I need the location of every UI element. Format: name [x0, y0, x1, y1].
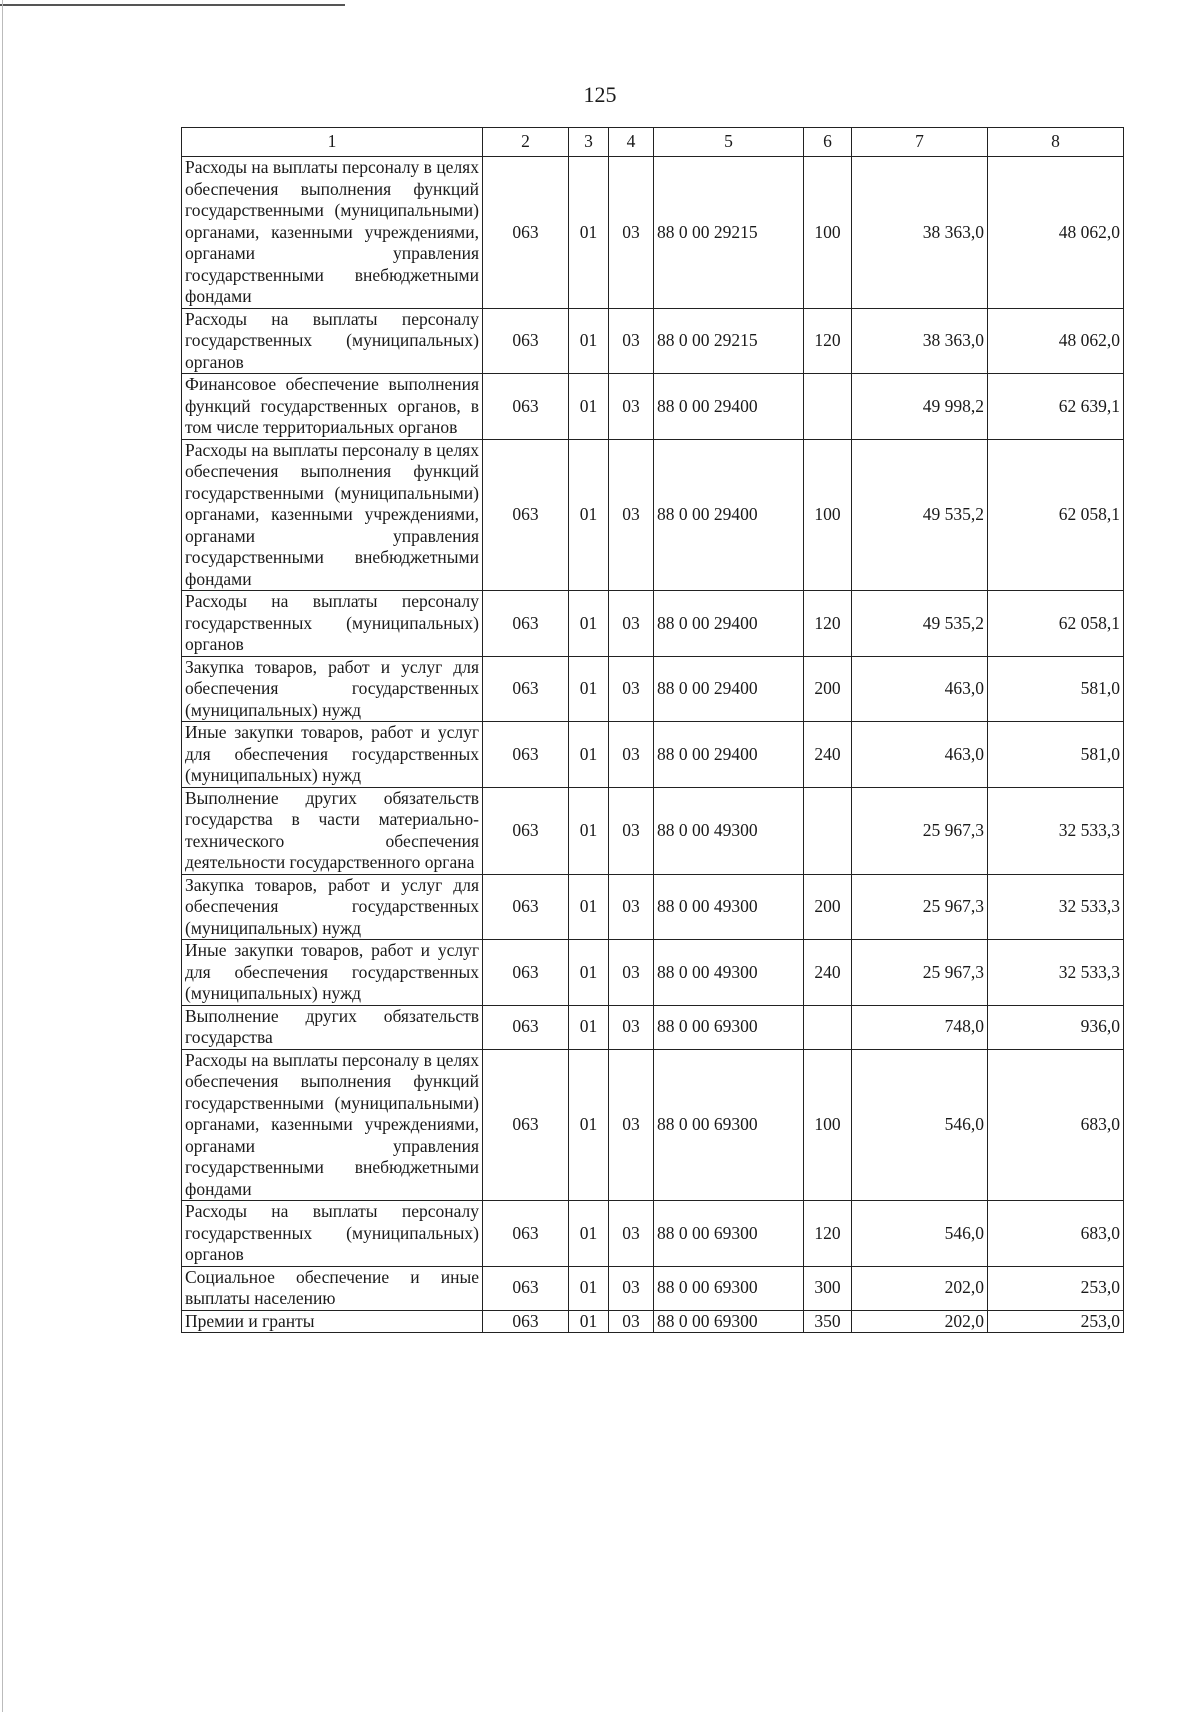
- cell-amount-year-1: 748,0: [852, 1005, 988, 1049]
- cell-section: 01: [569, 374, 609, 440]
- cell-target-article: 88 0 00 29400: [654, 374, 804, 440]
- cell-section: 01: [569, 787, 609, 874]
- cell-admin-code: 063: [483, 308, 569, 374]
- header-col-4: 4: [609, 128, 654, 157]
- cell-section: 01: [569, 157, 609, 309]
- cell-target-article: 88 0 00 69300: [654, 1005, 804, 1049]
- cell-section: 01: [569, 1005, 609, 1049]
- table-row: [182, 787, 1124, 874]
- table-row: [182, 722, 1124, 788]
- cell-admin-code: 063: [483, 874, 569, 940]
- cell-admin-code: 063: [483, 439, 569, 591]
- table-body: [182, 157, 1124, 1333]
- cell-amount-year-1: 38 363,0: [852, 308, 988, 374]
- cell-amount-year-2: 32 533,3: [988, 940, 1124, 1006]
- header-col-3: 3: [569, 128, 609, 157]
- row-description: Выполнение других обязательств государства в части материально-технического обеспечения деятельности государственного органа: [182, 787, 483, 874]
- cell-section: 01: [569, 722, 609, 788]
- cell-expense-type: 200: [804, 874, 852, 940]
- cell-amount-year-1: 25 967,3: [852, 940, 988, 1006]
- cell-amount-year-2: 683,0: [988, 1049, 1124, 1201]
- row-description: Финансовое обеспечение выполнения функций государственных органов, в том числе территориальных органов: [182, 374, 483, 440]
- cell-subsection: 03: [609, 591, 654, 657]
- cell-admin-code: 063: [483, 787, 569, 874]
- table-row: [182, 940, 1124, 1006]
- cell-amount-year-2: 62 639,1: [988, 374, 1124, 440]
- row-description: Премии и гранты: [182, 1310, 483, 1333]
- cell-admin-code: 063: [483, 591, 569, 657]
- cell-expense-type: [804, 787, 852, 874]
- table-row: [182, 439, 1124, 591]
- cell-section: 01: [569, 1266, 609, 1310]
- row-description: Расходы на выплаты персоналу государственных (муниципальных) органов: [182, 308, 483, 374]
- cell-amount-year-1: 202,0: [852, 1266, 988, 1310]
- cell-expense-type: 200: [804, 656, 852, 722]
- cell-admin-code: 063: [483, 722, 569, 788]
- cell-amount-year-2: 253,0: [988, 1310, 1124, 1333]
- cell-amount-year-2: 581,0: [988, 722, 1124, 788]
- cell-target-article: 88 0 00 69300: [654, 1310, 804, 1333]
- scan-border-left: [2, 0, 3, 1712]
- cell-admin-code: 063: [483, 940, 569, 1006]
- header-col-8: 8: [988, 128, 1124, 157]
- row-description: Выполнение других обязательств государства: [182, 1005, 483, 1049]
- cell-amount-year-1: 463,0: [852, 722, 988, 788]
- cell-expense-type: 100: [804, 439, 852, 591]
- header-row: [182, 128, 1124, 157]
- cell-subsection: 03: [609, 1266, 654, 1310]
- cell-admin-code: 063: [483, 1201, 569, 1267]
- cell-subsection: 03: [609, 722, 654, 788]
- cell-expense-type: 120: [804, 308, 852, 374]
- cell-target-article: 88 0 00 49300: [654, 787, 804, 874]
- row-description: Иные закупки товаров, работ и услуг для обеспечения государственных (муниципальных) нужд: [182, 722, 483, 788]
- cell-section: 01: [569, 874, 609, 940]
- cell-expense-type: 120: [804, 591, 852, 657]
- row-description: Расходы на выплаты персоналу в целях обеспечения выполнения функций государственными (муниципальными) органами, казенными учреждениями, органами управления государственными внебюджетными фондами: [182, 439, 483, 591]
- cell-subsection: 03: [609, 940, 654, 1006]
- table-row: [182, 591, 1124, 657]
- cell-subsection: 03: [609, 157, 654, 309]
- cell-expense-type: 350: [804, 1310, 852, 1333]
- page-number: 125: [583, 82, 617, 107]
- cell-section: 01: [569, 1201, 609, 1267]
- table-row: [182, 157, 1124, 309]
- row-description: Закупка товаров, работ и услуг для обеспечения государственных (муниципальных) нужд: [182, 656, 483, 722]
- cell-amount-year-2: 62 058,1: [988, 439, 1124, 591]
- header-col-5: 5: [654, 128, 804, 157]
- table-row: [182, 874, 1124, 940]
- cell-admin-code: 063: [483, 157, 569, 309]
- cell-target-article: 88 0 00 69300: [654, 1049, 804, 1201]
- cell-target-article: 88 0 00 29400: [654, 591, 804, 657]
- cell-amount-year-2: 32 533,3: [988, 787, 1124, 874]
- row-description: Расходы на выплаты персоналу государственных (муниципальных) органов: [182, 1201, 483, 1267]
- cell-section: 01: [569, 591, 609, 657]
- cell-admin-code: 063: [483, 374, 569, 440]
- cell-amount-year-1: 49 535,2: [852, 439, 988, 591]
- cell-amount-year-2: 581,0: [988, 656, 1124, 722]
- row-description: Расходы на выплаты персоналу в целях обеспечения выполнения функций государственными (муниципальными) органами, казенными учреждениями, органами управления государственными внебюджетными фондами: [182, 157, 483, 309]
- cell-target-article: 88 0 00 29400: [654, 656, 804, 722]
- cell-amount-year-2: 936,0: [988, 1005, 1124, 1049]
- cell-section: 01: [569, 1049, 609, 1201]
- cell-admin-code: 063: [483, 1005, 569, 1049]
- row-description: Расходы на выплаты персоналу государственных (муниципальных) органов: [182, 591, 483, 657]
- cell-target-article: 88 0 00 29215: [654, 308, 804, 374]
- table-row: [182, 308, 1124, 374]
- cell-amount-year-1: 202,0: [852, 1310, 988, 1333]
- cell-subsection: 03: [609, 308, 654, 374]
- cell-subsection: 03: [609, 874, 654, 940]
- table-row: [182, 1049, 1124, 1201]
- cell-amount-year-1: 546,0: [852, 1201, 988, 1267]
- header-col-1: 1: [182, 128, 483, 157]
- cell-target-article: 88 0 00 49300: [654, 874, 804, 940]
- cell-expense-type: [804, 374, 852, 440]
- row-description: Социальное обеспечение и иные выплаты населению: [182, 1266, 483, 1310]
- budget-table: [181, 127, 1124, 1333]
- cell-subsection: 03: [609, 1049, 654, 1201]
- cell-subsection: 03: [609, 656, 654, 722]
- cell-section: 01: [569, 439, 609, 591]
- cell-expense-type: 100: [804, 157, 852, 309]
- cell-section: 01: [569, 656, 609, 722]
- cell-target-article: 88 0 00 29400: [654, 439, 804, 591]
- row-description: Иные закупки товаров, работ и услуг для обеспечения государственных (муниципальных) нужд: [182, 940, 483, 1006]
- cell-target-article: 88 0 00 49300: [654, 940, 804, 1006]
- cell-admin-code: 063: [483, 1310, 569, 1333]
- cell-amount-year-2: 48 062,0: [988, 308, 1124, 374]
- cell-section: 01: [569, 940, 609, 1006]
- cell-section: 01: [569, 1310, 609, 1333]
- cell-target-article: 88 0 00 69300: [654, 1266, 804, 1310]
- cell-amount-year-1: 38 363,0: [852, 157, 988, 309]
- header-col-2: 2: [483, 128, 569, 157]
- cell-amount-year-2: 683,0: [988, 1201, 1124, 1267]
- cell-admin-code: 063: [483, 1266, 569, 1310]
- cell-expense-type: 100: [804, 1049, 852, 1201]
- cell-amount-year-2: 62 058,1: [988, 591, 1124, 657]
- cell-amount-year-2: 253,0: [988, 1266, 1124, 1310]
- cell-subsection: 03: [609, 374, 654, 440]
- cell-expense-type: 240: [804, 722, 852, 788]
- cell-subsection: 03: [609, 1005, 654, 1049]
- table-row: [182, 1266, 1124, 1310]
- cell-amount-year-1: 25 967,3: [852, 787, 988, 874]
- cell-subsection: 03: [609, 1201, 654, 1267]
- cell-amount-year-1: 49 535,2: [852, 591, 988, 657]
- cell-subsection: 03: [609, 439, 654, 591]
- cell-amount-year-1: 463,0: [852, 656, 988, 722]
- cell-expense-type: 300: [804, 1266, 852, 1310]
- cell-target-article: 88 0 00 29400: [654, 722, 804, 788]
- header-col-6: 6: [804, 128, 852, 157]
- cell-subsection: 03: [609, 1310, 654, 1333]
- header-col-7: 7: [852, 128, 988, 157]
- row-description: Закупка товаров, работ и услуг для обеспечения государственных (муниципальных) нужд: [182, 874, 483, 940]
- cell-amount-year-1: 49 998,2: [852, 374, 988, 440]
- cell-amount-year-2: 48 062,0: [988, 157, 1124, 309]
- cell-admin-code: 063: [483, 1049, 569, 1201]
- row-description: Расходы на выплаты персоналу в целях обеспечения выполнения функций государственными (муниципальными) органами, казенными учреждениями, органами управления государственными внебюджетными фондами: [182, 1049, 483, 1201]
- scan-border-top: [0, 4, 345, 6]
- cell-expense-type: [804, 1005, 852, 1049]
- cell-expense-type: 240: [804, 940, 852, 1006]
- cell-amount-year-1: 546,0: [852, 1049, 988, 1201]
- table-row: [182, 1201, 1124, 1267]
- cell-subsection: 03: [609, 787, 654, 874]
- cell-amount-year-2: 32 533,3: [988, 874, 1124, 940]
- cell-amount-year-1: 25 967,3: [852, 874, 988, 940]
- table-row: [182, 656, 1124, 722]
- table-row: [182, 1310, 1124, 1333]
- cell-target-article: 88 0 00 69300: [654, 1201, 804, 1267]
- cell-expense-type: 120: [804, 1201, 852, 1267]
- cell-admin-code: 063: [483, 656, 569, 722]
- table-row: [182, 1005, 1124, 1049]
- table-row: [182, 374, 1124, 440]
- cell-section: 01: [569, 308, 609, 374]
- cell-target-article: 88 0 00 29215: [654, 157, 804, 309]
